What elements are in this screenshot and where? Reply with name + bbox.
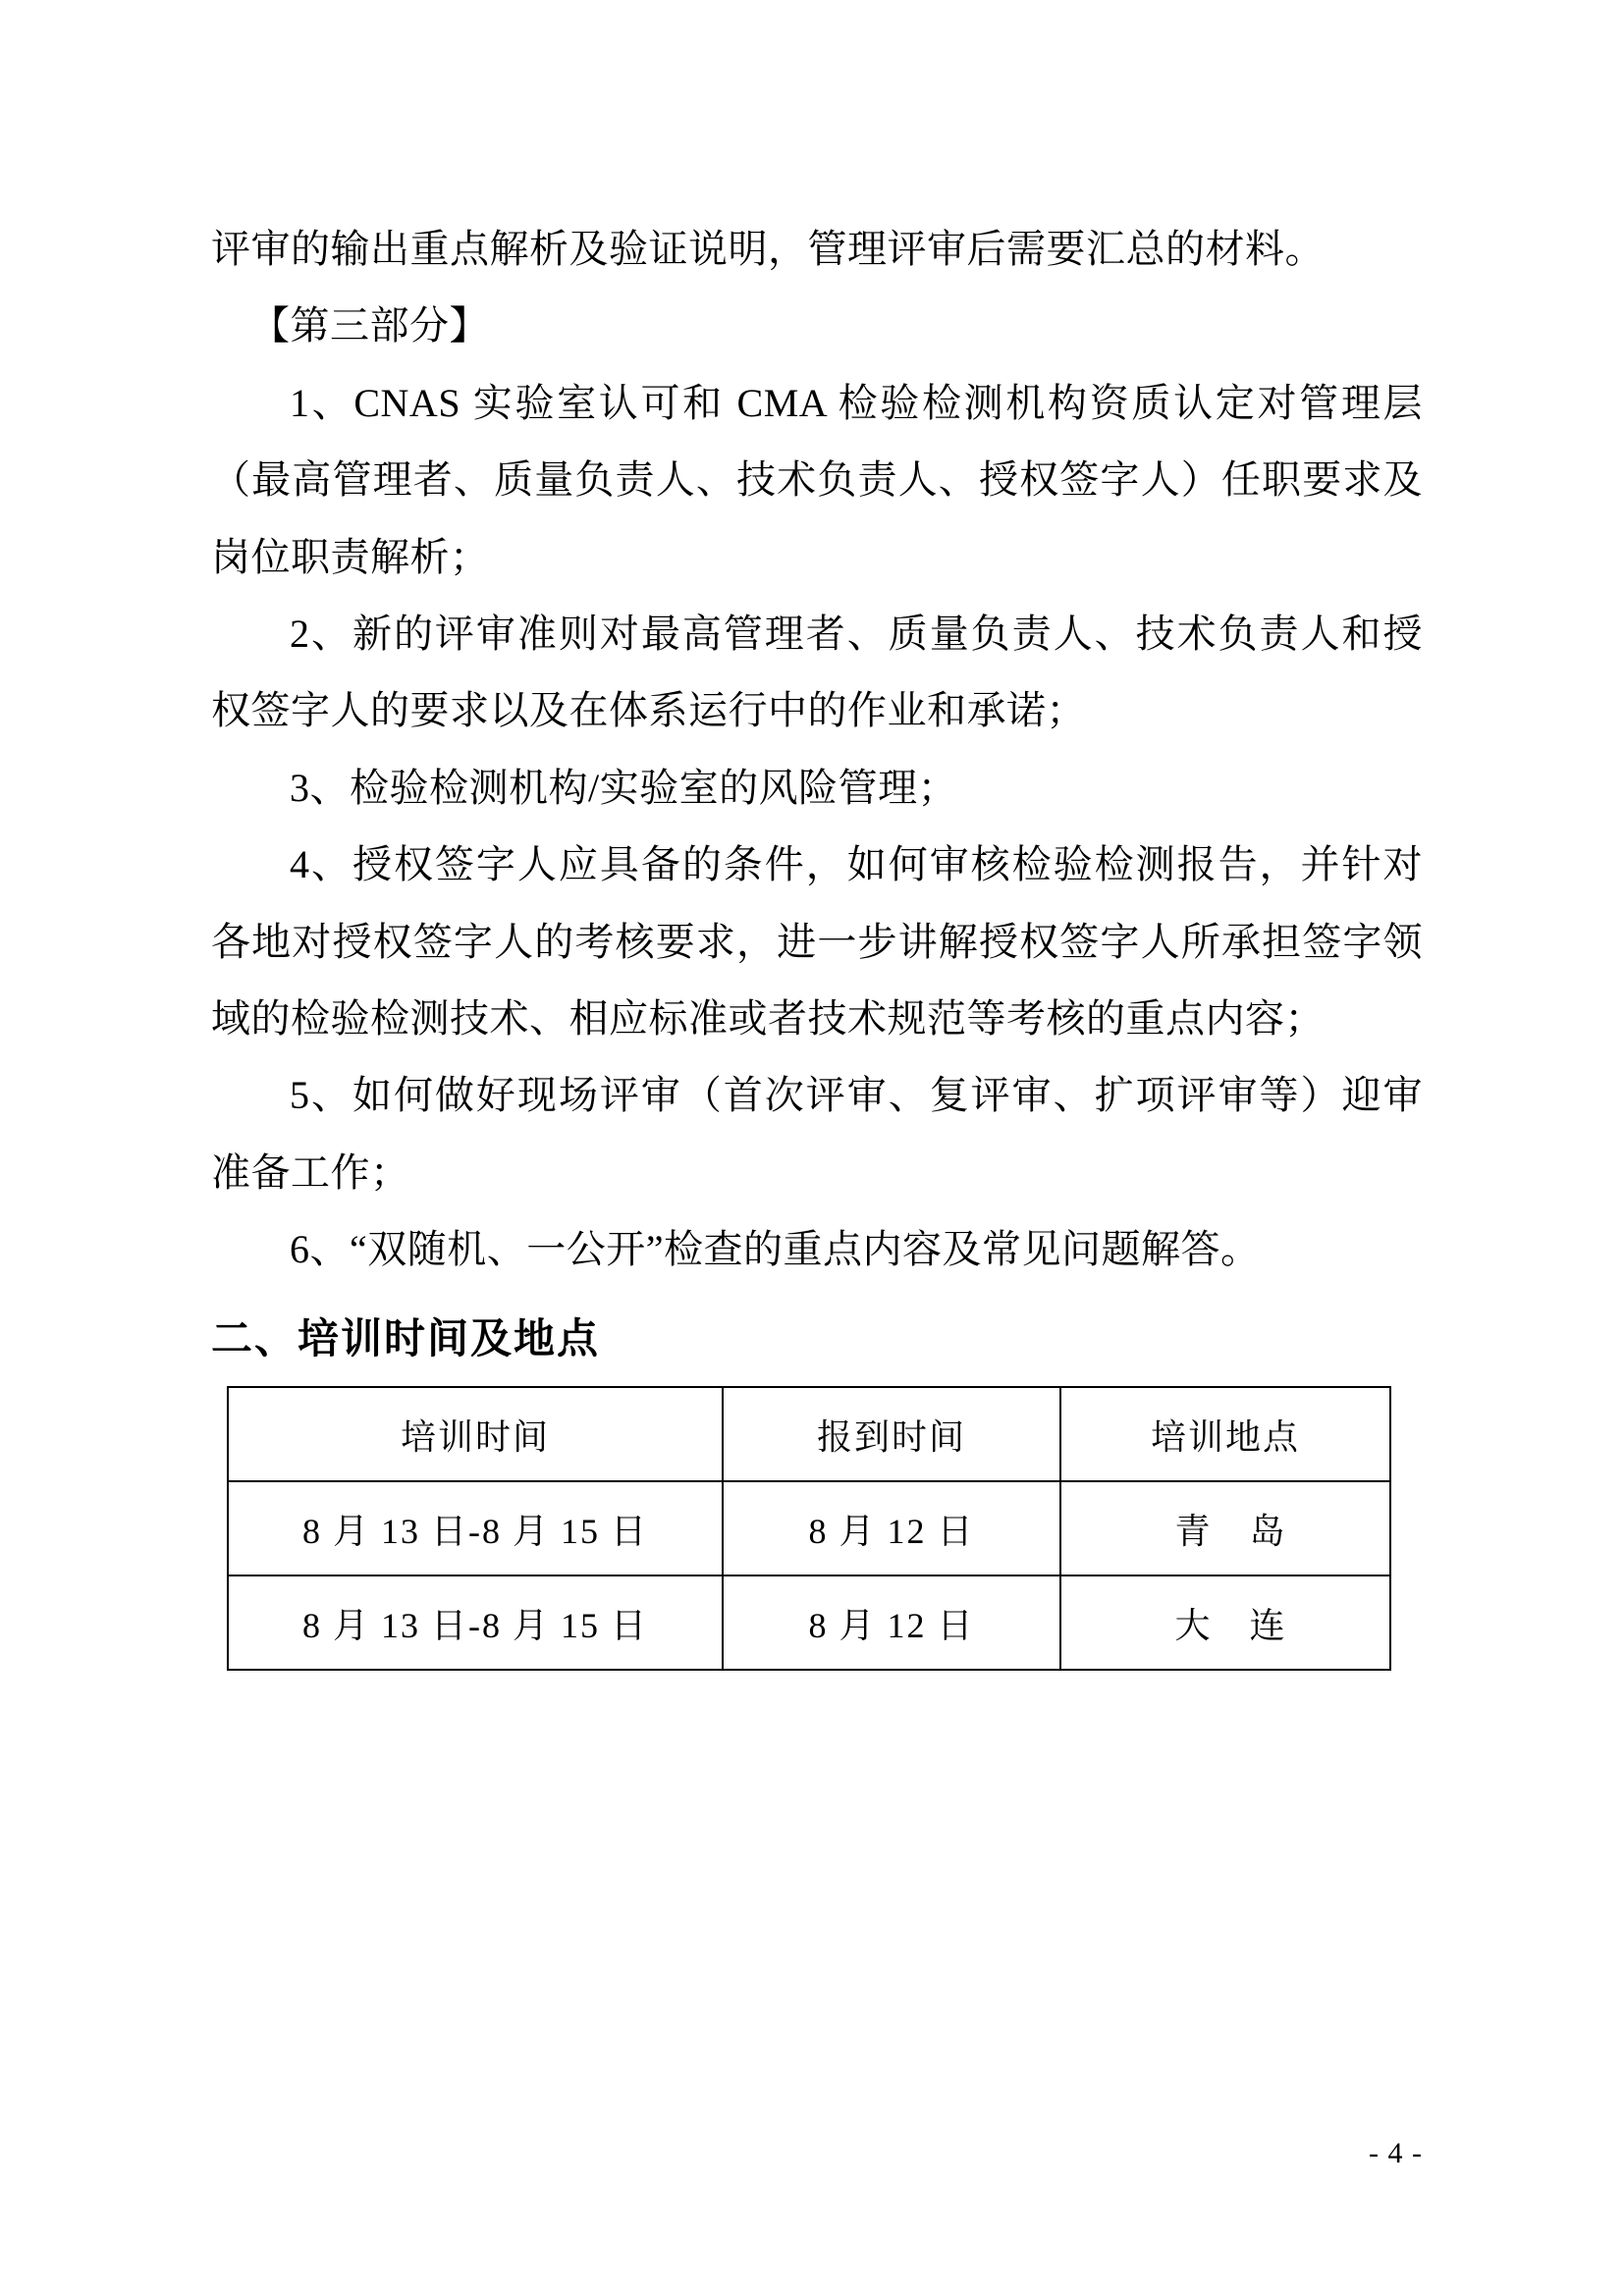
list-item-1: 1、CNAS 实验室认可和 CMA 检验检测机构资质认定对管理层（最高管理者、质量负责人、技术负责人、授权签字人）任职要求及岗位职责解析； (211, 380, 1423, 579)
table-cell-training-time: 8 月 13 日-8 月 15 日 (228, 1575, 723, 1670)
section-title-training-time-place: 二、培训时间及地点 (211, 1317, 601, 1363)
part-heading: 【第三部分】 (250, 303, 489, 348)
list-item-2: 2、新的评审准则对最高管理者、质量负责人、技术负责人和授权签字人的要求以及在体系运行中的作业和承诺； (211, 611, 1423, 733)
table-header-cell-location: 培训地点 (1060, 1387, 1390, 1481)
table-header-row (228, 1387, 1390, 1481)
list-item-3: 3、检验检测机构/实验室的风险管理； (290, 765, 958, 810)
paragraph-top: 评审的输出重点解析及验证说明，管理评审后需要汇总的材料。 (211, 227, 1325, 271)
table-cell-location: 大 连 (1060, 1575, 1390, 1670)
table-header-cell-report-time: 报到时间 (723, 1387, 1060, 1481)
list-item-4: 4、授权签字人应具备的条件，如何审核检验检测报告，并针对各地对授权签字人的考核要求，进一步讲解授权签字人所承担签字领域的检验检测技术、相应标准或者技术规范等考核的重点内容； (211, 842, 1423, 1041)
training-schedule-table (227, 1386, 1391, 1671)
table-cell-location: 青 岛 (1060, 1481, 1390, 1575)
list-item-6: 6、“双随机、一公开”检查的重点内容及常见问题解答。 (290, 1227, 1261, 1272)
table-row (228, 1575, 1390, 1670)
table-cell-training-time: 8 月 13 日-8 月 15 日 (228, 1481, 723, 1575)
table-cell-report-time: 8 月 12 日 (723, 1481, 1060, 1575)
table-cell-report-time: 8 月 12 日 (723, 1575, 1060, 1670)
table-header-cell-training-time: 培训时间 (228, 1387, 723, 1481)
list-item-5: 5、如何做好现场评审（首次评审、复评审、扩项评审等）迎审准备工作； (211, 1073, 1423, 1195)
table-row (228, 1481, 1390, 1575)
page-number: - 4 - (1369, 2137, 1423, 2169)
